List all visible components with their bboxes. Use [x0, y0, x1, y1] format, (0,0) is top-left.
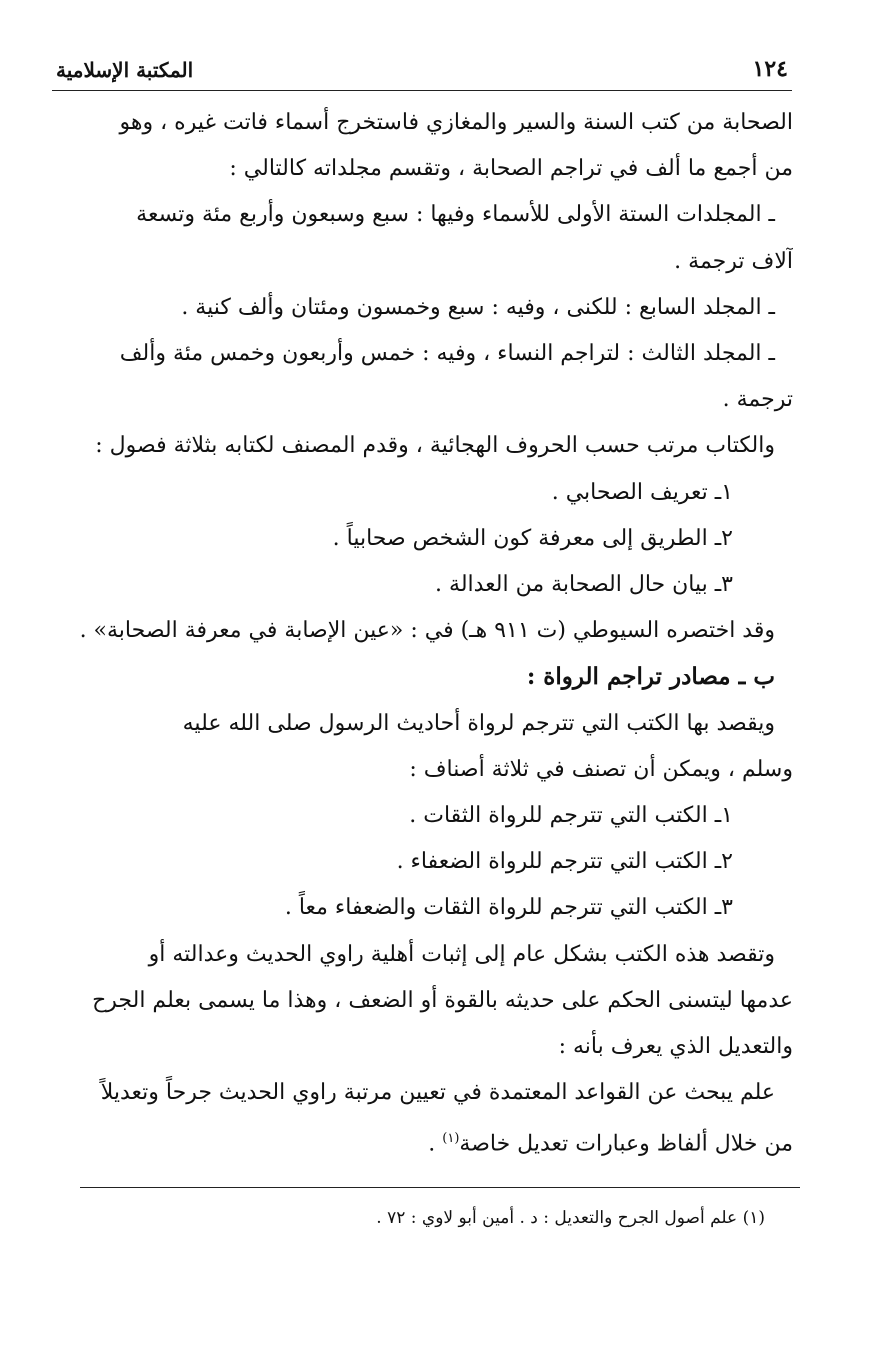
text-line: الصحابة من كتب السنة والسير والمغازي فاستخرج أسماء فاتت غيره ، وهو [119, 110, 793, 135]
footnote: (١) علم أصول الجرح والتعديل : د . أمين أبو لاوي : ٧٢ . [376, 1208, 765, 1228]
paragraph-line: وقد اختصره السيوطي (ت ٩١١ هـ) في : «عين الإصابة في معرفة الصحابة» . [79, 618, 775, 644]
book-title: المكتبة الإسلامية [56, 58, 194, 82]
category-item: ١ـ الكتب التي تترجم للرواة الثقات . [409, 803, 733, 829]
page-number: ١٢٤ [752, 56, 788, 82]
footnote-divider [80, 1187, 800, 1188]
volume-item: ـ المجلد السابع : للكنى ، وفيه : سبع وخمسون ومئتان وألف كنية . [181, 294, 775, 320]
text-line: والتعديل الذي يعرف بأنه : [558, 1034, 793, 1060]
chapter-item: ٢ـ الطريق إلى معرفة كون الشخص صحابياً . [332, 525, 733, 551]
text-line: من أجمع ما ألف في تراجم الصحابة ، وتقسم مجلداته كالتالي : [229, 156, 793, 182]
text-line [53, 1116, 793, 1168]
text-line: عدمها ليتسنى الحكم على حديثه بالقوة أو الضعف ، وهذا ما يسمى بعلم الجرح [92, 987, 793, 1013]
volume-item: ـ المجلدات الستة الأولى للأسماء وفيها : سبع وسبعون وأربع مئة وتسعة [136, 202, 775, 228]
main-text [53, 100, 793, 1168]
paragraph-line: والكتاب مرتب حسب الحروف الهجائية ، وقدم المصنف لكتابه بثلاثة فصول : [95, 433, 775, 459]
text-fragment: . [428, 1131, 443, 1157]
paragraph-line: ويقصد بها الكتب التي تترجم لرواة أحاديث الرسول صلى الله عليه [182, 710, 775, 736]
category-item: ٢ـ الكتب التي تترجم للرواة الضعفاء . [396, 849, 733, 875]
paragraph-line: علم يبحث عن القواعد المعتمدة في تعيين مرتبة راوي الحديث جرحاً وتعديلاً [100, 1080, 775, 1106]
volume-item: ـ المجلد الثالث : لتراجم النساء ، وفيه : خمس وأربعون وخمس مئة وألف [119, 341, 775, 367]
text-line: وسلم ، ويمكن أن تصنف في ثلاثة أصناف : [409, 756, 793, 782]
text-line: ترجمة . [722, 387, 793, 413]
chapter-item: ١ـ تعريف الصحابي . [551, 479, 733, 505]
footnote-marker: (١) [442, 1131, 460, 1147]
category-item: ٣ـ الكتب التي تترجم للرواة الثقات والضعفاء معاً . [284, 895, 733, 921]
text-line: آلاف ترجمة . [674, 248, 793, 274]
section-heading: ب ـ مصادر تراجم الرواة : [526, 663, 775, 691]
paragraph-line: وتقصد هذه الكتب بشكل عام إلى إثبات أهلية راوي الحديث وعدالته أو [148, 941, 775, 967]
chapter-item: ٣ـ بيان حال الصحابة من العدالة . [435, 572, 733, 598]
text-fragment: من خلال ألفاظ وعبارات تعديل خاصة [459, 1131, 793, 1157]
running-header [52, 50, 792, 91]
